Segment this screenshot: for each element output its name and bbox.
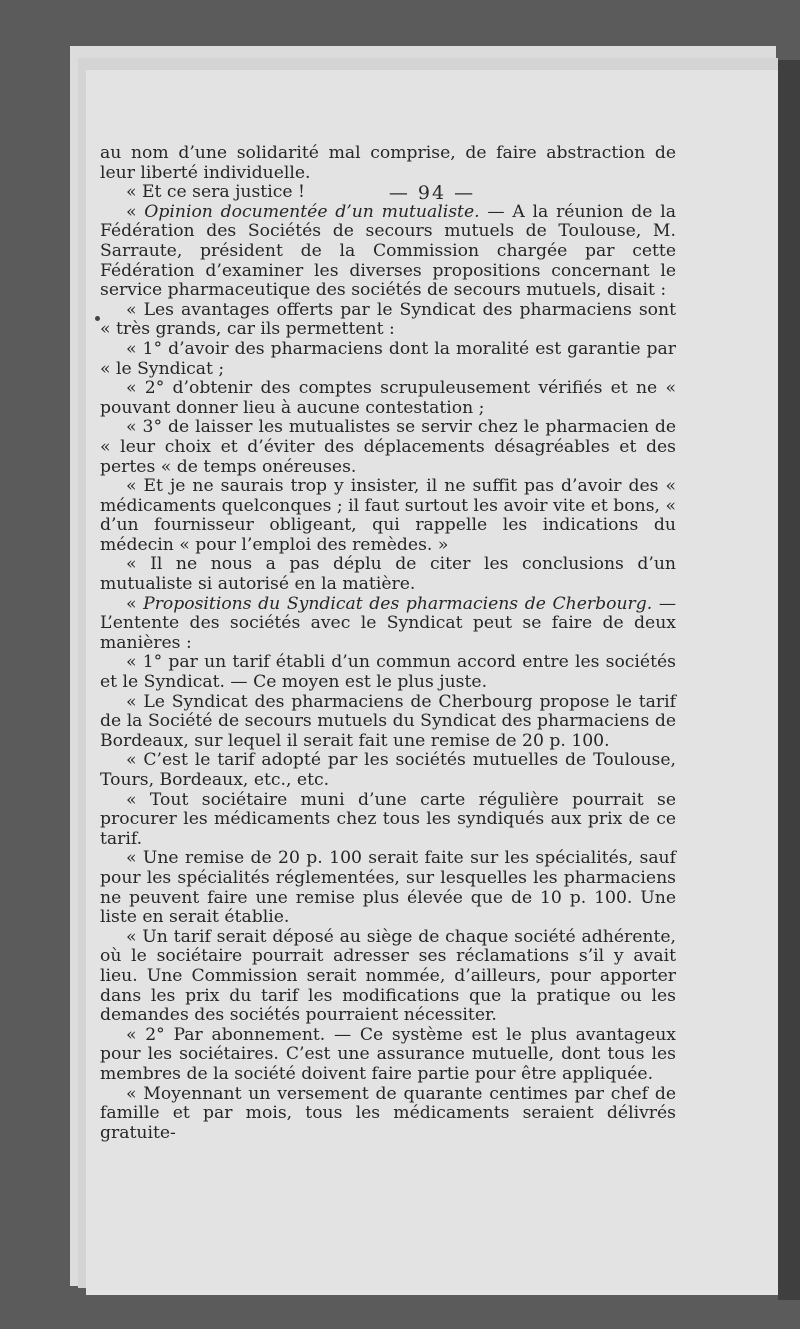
paragraph	[100, 183, 676, 203]
paragraph: « Opinion documentée d’un mutualiste. — A la réunion de la Fédération des Sociétés de secours mutuels de Toulouse, M. Sarraute, président de la Commission chargée par cette Fédération d’examiner les diverses propositions concernant le service pharmaceutique des sociétés de secours mutuels, disait :	[100, 201, 676, 301]
paragraph-text: — L’entente des sociétés avec le Syndicat peut se faire de deux manières :	[100, 593, 677, 653]
paragraph	[100, 379, 676, 418]
paragraph	[100, 418, 676, 477]
paragraph-text: « C’est le tarif adopté par les sociétés mutuelles de Toulouse, Tours, Bordeaux, etc., etc.	[100, 750, 676, 790]
paragraph-text: « Tout sociétaire muni d’une carte régulière pourrait se procurer les médicaments chez tous les syndiqués aux prix de ce tarif.	[100, 789, 676, 849]
paragraph	[100, 653, 676, 692]
page-number: — 94 —	[388, 182, 476, 204]
paragraph-text: « Les avantages offerts par le Syndicat des pharmaciens sont « très grands, car ils permettent :	[100, 299, 676, 340]
paragraph: « Propositions du Syndicat des pharmaciens de Cherbourg. — L’entente des sociétés avec le Syndicat peut se faire de deux manières :	[100, 593, 677, 653]
paragraph	[100, 301, 676, 340]
paragraph	[100, 1026, 676, 1085]
body-text	[100, 144, 676, 1143]
book-spine-shadow	[778, 60, 800, 1300]
paragraph	[100, 555, 676, 594]
paragraph-text: « Et je ne saurais trop y insister, il ne suffit pas d’avoir des « médicaments quelconques ; il faut surtout les avoir vite et bons, « d’un fournisseur obligeant, qui rappelle les indications du médecin « pour l’emploi des remèdes. »	[100, 476, 676, 555]
paragraph-text: « Et ce sera justice !	[126, 182, 305, 203]
paragraph-text: « Il ne nous a pas déplu de citer les conclusions d’un mutualiste si autorisé en la matière.	[100, 554, 676, 595]
paragraph	[100, 1085, 676, 1144]
paragraph-italic-heading: Propositions du Syndicat des pharmaciens de Cherbourg.	[143, 593, 653, 614]
paragraph	[100, 144, 676, 183]
paragraph-italic-heading: Opinion documentée d’un mutualiste.	[144, 201, 480, 222]
paragraph-text: « 3° de laisser les mutualistes se servir chez le pharmacien de « leur choix et d’éviter des déplacements désagréables et des pertes « de temps onéreuses.	[100, 417, 676, 477]
paragraph	[100, 928, 676, 1026]
paragraph-text: au nom d’une solidarité mal comprise, de faire abstraction de leur liberté individuelle.	[100, 143, 676, 183]
paragraph-text: « Le Syndicat des pharmaciens de Cherbourg propose le tarif de la Société de secours mutuels du Syndicat des pharmaciens de Bordeaux, sur lequel il serait fait une remise de 20 p. 100.	[100, 691, 676, 751]
paragraph	[100, 791, 676, 850]
paragraph	[100, 340, 676, 379]
paragraph-text: « Un tarif serait déposé au siège de chaque société adhérente, où le sociétaire pourrait adresser ses réclamations s’il y avait lieu. Une Commission serait nommée, d’ailleurs, pour apporter dans les prix du tarif les modifications que la pratique ou les demandes des sociétés pourraient nécessiter.	[100, 926, 676, 1026]
paragraph-text: « 1° par un tarif établi d’un commun accord entre les sociétés et le Syndicat. — Ce moyen est le plus juste.	[100, 652, 676, 693]
paragraph	[100, 751, 676, 790]
paragraph	[100, 477, 676, 555]
paragraph-text: « 2° d’obtenir des comptes scrupuleusement vérifiés et ne « pouvant donner lieu à aucune contestation ;	[100, 378, 676, 418]
paragraph-text: « Moyennant un versement de quarante centimes par chef de famille et par mois, tous les médicaments seraient délivrés gratuite-	[100, 1083, 676, 1143]
paragraph-text: « Une remise de 20 p. 100 serait faite sur les spécialités, sauf pour les spécialités réglementées, sur lesquelles les pharmaciens ne peuvent faire une remise plus élevée que de 10 p. 100. Une liste en serait établie.	[100, 848, 676, 928]
paragraph-text: « 2° Par abonnement. — Ce système est le plus avantageux pour les sociétaires. C’est une assurance mutuelle, dont tous les membres de la société doivent faire partie pour être appliquée.	[100, 1024, 676, 1084]
paragraph-text: — A la réunion de la Fédération des Sociétés de secours mutuels de Toulouse, M. Sarraute, président de la Commission chargée par cette Fédération d’examiner les diverses propositions concernant le service pharmaceutique des sociétés de secours mutuels, disait :	[100, 201, 676, 301]
paragraph-text: « 1° d’avoir des pharmaciens dont la moralité est garantie par « le Syndicat ;	[100, 338, 676, 379]
paragraph	[100, 849, 676, 927]
paragraph	[100, 693, 676, 752]
